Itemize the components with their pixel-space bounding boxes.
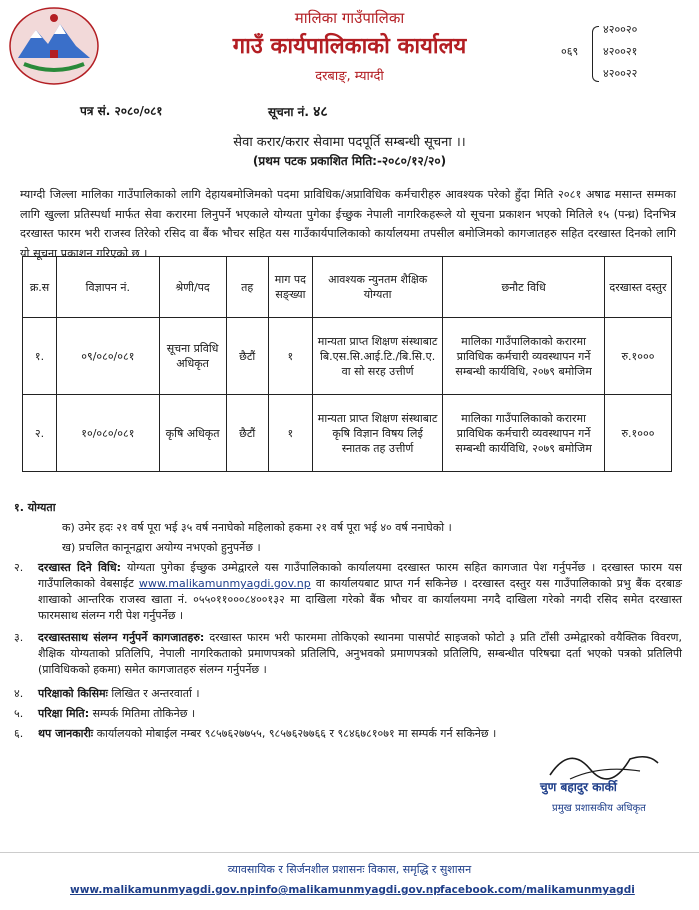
signatory-name: चुण बहादुर कार्की [540,780,617,794]
table-cell: छैटौं [226,395,268,472]
table-cell: मान्यता प्राप्त शिक्षण संस्थाबाट बि.एस.सि.आई.टि./बि.सि.ए. वा सो सरह उत्तीर्ण [313,318,443,395]
footer-divider [0,852,699,853]
suchana-label: सूचना नं. [268,105,309,119]
table-cell: १ [268,395,312,472]
column-header: माग पद सङ्ख्या [268,257,312,318]
table-cell: १०/०८०/०८१ [57,395,160,472]
note-number: ६. [14,727,24,740]
note-qualification-heading: १. योग्यता [14,501,56,514]
notice-subject: सेवा करार/करार सेवामा पदपूर्ति सम्बन्धी सूचना ।। [233,135,466,150]
note-text: दरखास्त फारम भरी फारममा तोकिएको स्थानमा पासपोर्ट साइजको फोटो ३ प्रति टाँसी उम्मेद्वारको वयैक्तिक विवरण, शैक्षिक योग्यताको प्रतिलिपि, नेपाली नागरिकताको प्रमाणपत्रको प्रतिलिपि, अनुभवको प्रमाणपत्रको प्रतिलिपि, सम्बन्धीत परिषद्मा दर्ता भएको पत्रको प्रतिलिपी (प्राविधिकको हकमा) समेत कागजातहरु संलग्न गर्नुपर्नेछ । [38,631,683,676]
table-row [23,318,672,395]
table-row [23,395,672,472]
note-text: कार्यालयको मोबाईल नम्बर ९८५७६२७७५५, ९८५७६२७७६६ र ९८४६७८१०७१ मा सम्पर्क गर्न सकिनेछ । [96,727,497,740]
table-cell: कृषि अधिकृत [159,395,226,472]
footer-facebook-link[interactable]: facebook.com/malikamunmyagdi [440,884,635,896]
patra-sankhya [80,102,163,119]
table-cell: सूचना प्रविधि अधिकृत [159,318,226,395]
table-header-row [23,257,672,318]
footer-motto: व्यावसायिक र सिर्जनशील प्रशासनः विकास, समृद्धि र सुशासन [227,863,472,876]
table-cell: मान्यता प्राप्त शिक्षण संस्थाबाट कृषि विज्ञान विषय लिई स्नातक तह उत्तीर्ण [313,395,443,472]
office-address: दरबाङ्, म्याग्दी [315,69,384,84]
brace-icon [592,26,599,82]
note-text: योग्यता पुगेका ईच्छुक उम्मेद्वारले यस गाउँपालिकाको कार्यालयमा दरखास्त फारम सहित कागजात पेश गर्नुपर्नेछ । दरखास्त फारम यस गाउँपालिकाको वेबसाईट [38,561,682,590]
footer-website-link[interactable]: www.malikamunmyagdi.gov.np [70,884,255,896]
note-exam-date [14,706,682,722]
note-label: दरखास्तसाथ संलग्न गर्नुपर्ने कागजातहरु: [38,631,205,644]
note-legal-eligibility: ख) प्रचलित कानूनद्वारा अयोग्य नभएको हुनुपर्नेछ । [62,541,261,554]
intro-paragraph: म्याग्दी जिल्ला मालिका गाउँपालिकाको लागि देहायबमोजिमको पदमा प्राविधिक/अप्राविधिक कर्मचारीहरु आवश्यक परेको हुँदा मिति २०८१ अषाढ मसान्त सम्मका लागि खुल्ला प्रतिस्पर्धा मार्फत सेवा करारमा लिनुपर्ने भएकाले योग्यता पुगेका ईच्छुक नेपाली नागरिकहरूले यो सूचना प्रकाशन भएको मितिले १५ (पन्ध्र) दिनभित्र दरखास्त फारम भरी राजस्व तिरेको रसिद वा बैंक भौचर सहित यस गाउँकार्यपालिकाको कार्यालयमा तपसील बमोजिमको कागजातहरु सहित दरखास्त दिनको लागि यो सूचना प्रकाशन गरिएको छ । [20,188,676,260]
note-text: लिखित र अन्तरवार्ता । [111,687,200,700]
signatory-title: प्रमुख प्रशासकीय अधिकृत [552,803,646,814]
municipality-name: मालिका गाउँपालिका [294,9,405,27]
note-label: परिक्षाको किसिमः [38,687,108,700]
phone-block [561,22,671,82]
table-cell: १ [268,318,312,395]
column-header: छनौट विधि [443,257,605,318]
column-header: तह [226,257,268,318]
note-application-method [14,560,683,622]
phone-number: ४२००२१ [603,45,638,58]
patra-label: पत्र सं. [80,104,111,118]
notice-published-date: (प्रथम पटक प्रकाशित मिति:-२०८०/१२/२०) [252,154,447,168]
note-age-limit: क) उमेर हदः २१ वर्ष पूरा भई ३५ वर्ष ननाघेको महिलाको हकमा २१ वर्ष पूरा भई ४० वर्ष ननाघेको । [62,521,452,534]
website-link[interactable]: www.malikamunmyagdi.gov.np [138,577,311,590]
table-cell: ०९/०८०/०८१ [57,318,160,395]
note-label: दरखास्त दिने विधि: [38,561,122,574]
note-number: ४. [14,687,24,700]
phone-area-code: ०६९ [561,45,579,58]
footer-email-link[interactable]: info@malikamunmyagdi.gov.np [255,884,441,896]
column-header: श्रेणी/पद [159,257,226,318]
phone-number: ४२००२० [603,23,638,36]
suchana-number [268,102,328,121]
note-number: २. [14,561,24,574]
table-cell: १. [23,318,57,395]
table-cell: मालिका गाउँपालिकाको करारमा प्राविधिक कर्मचारी व्यवस्थापन गर्ने सम्बन्धी कार्यविधि, २०७९ बमोजिम [443,318,605,395]
note-exam-type [14,686,682,702]
suchana-value: ४८ [313,104,328,120]
column-header: क्र.स [23,257,57,318]
note-required-documents [14,630,683,676]
table-cell: २. [23,395,57,472]
patra-value: २०८०/०८१ [114,104,163,118]
column-header: विज्ञापन नं. [57,257,160,318]
table-cell: रु.१००० [604,318,671,395]
office-title: गाउँ कार्यपालिकाको कार्यालय [232,34,467,59]
note-label: परिक्षा मिति: [38,707,90,720]
note-number: ५. [14,707,24,720]
phone-number: ४२००२२ [603,67,638,80]
vacancy-table [22,256,672,472]
column-header: आवश्यक न्युनतम शैक्षिक योग्यता [313,257,443,318]
table-cell: रु.१००० [604,395,671,472]
column-header: दरखास्त दस्तुर [604,257,671,318]
note-label: थप जानकारीः [38,727,94,740]
table-cell: छैटौं [226,318,268,395]
note-text: वा कार्यालयबाट प्राप्त गर्न सकिनेछ । दरखास्त दस्तुर यस गाउँपालिकाको प्रभु बैंक दरबाङ शाखाको आन्तरिक राजस्व खाता नं. ०५५०११०००८४००१३२ मा दाखिला गरेको बैंक भौचर वा कार्यालयमा नगदै दाखिला गरेको नगदी रसिद समेत दरखास्त फारमसाथ संलग्न गरी पेश गर्नुपर्नेछ । [38,577,683,622]
note-text: सम्पर्क मितिमा तोकिनेछ । [92,707,196,720]
note-number: ३. [14,631,24,644]
table-cell: मालिका गाउँपालिकाको करारमा प्राविधिक कर्मचारी व्यवस्थापन गर्ने सम्बन्धी कार्यविधि, २०७९ बमोजिम [443,395,605,472]
